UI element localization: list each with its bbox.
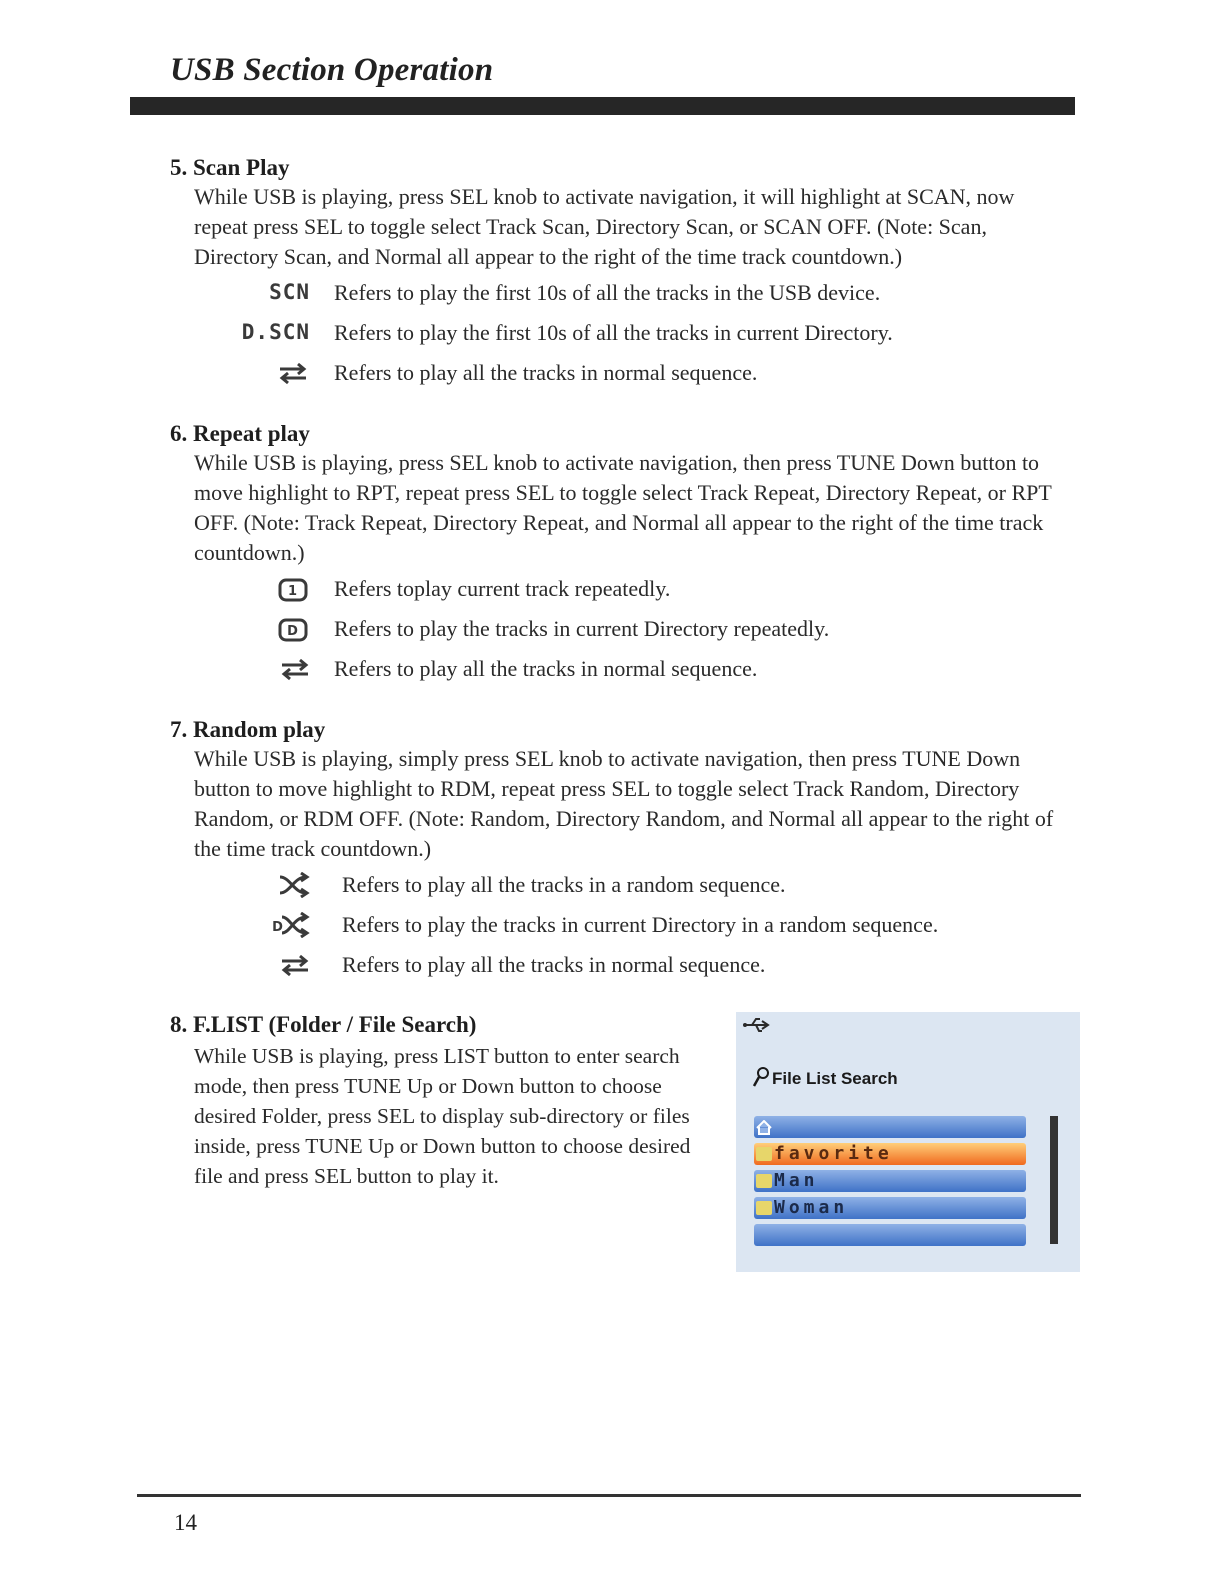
home-icon [756,1119,772,1141]
legend-row [170,278,1070,318]
file-row[interactable] [754,1170,1026,1192]
footer-rule [137,1494,1081,1497]
random-icon [232,872,312,898]
file-row[interactable] [754,1197,1026,1219]
legend-row [170,950,1070,990]
legend-row [170,870,1070,910]
legend-text: Refers to play the tracks in current Directory repeatedly. [334,616,830,641]
file-row-home[interactable] [754,1116,1026,1138]
legend-row [170,358,1070,398]
section-body: While USB is playing, press SEL knob to activate navigation, then press TUNE Down button to move highlight to RPT, repeat press SEL to toggle select Track Repeat, Directory Repeat, or RPT OFF. (Note: Track Repeat, Directory Repeat, and Normal all appear to the right of the time track countdown.) [194,450,1052,565]
section-title: 8. F.LIST (Folder / File Search) [170,1012,477,1037]
normal-sequence-icon [230,360,310,386]
repeat-track-icon [232,576,312,604]
file-row-empty[interactable] [754,1224,1026,1246]
normal-sequence-icon [232,952,312,978]
section-body: While USB is playing, press LIST button to enter search mode, then press TUNE Up or Down button to choose desired Folder, press SEL to display sub-directory or files inside, press TUNE Up or Down button to choose desired file and press SEL button to play it. [194,1044,691,1188]
section-file-list [170,1011,715,1191]
legend-row [170,654,1070,694]
section-title: 7. Random play [170,717,326,742]
legend-text: Refers to play all the tracks in normal sequence. [334,656,758,681]
page-number: 14 [174,1510,197,1535]
legend-text: Refers toplay current track repeatedly. [334,576,671,601]
directory-scan-icon: D.SCN [241,320,310,344]
scan-icon: SCN [269,280,310,304]
file-list-screen [736,1012,1080,1272]
section-body: While USB is playing, simply press SEL knob to activate navigation, then press TUNE Down button to move highlight to RDM, repeat press SEL to toggle select Track Random, Directory Random, or RDM OFF. (Note: Random, Directory Random, and Normal all appear to the right of the time track countdown.) [194,746,1054,861]
section-title: 5. Scan Play [170,155,290,180]
legend-text: Refers to play the first 10s of all the tracks in the USB device. [334,280,881,305]
random-directory-label: D [272,920,284,935]
section-scan-play [170,154,1070,398]
folder-icon [756,1174,772,1188]
section-title: 6. Repeat play [170,421,310,446]
random-directory-icon [232,912,312,938]
repeat-directory-label: D [287,624,299,639]
folder-icon [756,1147,772,1161]
repeat-track-label: 1 [287,584,299,599]
scrollbar[interactable] [1050,1116,1058,1244]
file-row-label: Woman [774,1197,849,1218]
screen-title-text: File List Search [772,1069,898,1088]
normal-sequence-icon [232,656,312,682]
legend-row [170,574,1070,614]
legend-row [170,910,1070,950]
legend-text: Refers to play all the tracks in normal sequence. [334,360,758,385]
folder-icon [756,1201,772,1215]
usb-icon [742,1016,772,1039]
legend-text: Refers to play all the tracks in a random sequence. [342,872,786,897]
repeat-directory-icon [232,616,312,644]
file-row[interactable] [754,1143,1026,1165]
legend-row [170,318,1070,358]
header-bar [130,97,1075,115]
legend-row [170,614,1070,654]
section-random-play [170,716,1070,990]
screen-title [752,1066,898,1089]
legend [170,870,1070,990]
file-row-label: Man [774,1170,819,1191]
legend [170,278,1070,398]
legend-text: Refers to play the first 10s of all the tracks in current Directory. [334,320,893,345]
legend-text: Refers to play the tracks in current Directory in a random sequence. [342,912,939,937]
file-row-label: favorite [774,1143,893,1164]
legend [170,574,1070,694]
section-body: While USB is playing, press SEL knob to activate navigation, it will highlight at SCAN, now repeat press SEL to toggle select Track Scan, Directory Scan, or SCAN OFF. (Note: Scan, Directory Scan, and Normal all appear to the right of the time track countdown.) [194,184,1015,269]
section-repeat-play [170,420,1070,694]
legend-text: Refers to play all the tracks in normal sequence. [342,952,766,977]
page-header-title: USB Section Operation [170,52,494,88]
